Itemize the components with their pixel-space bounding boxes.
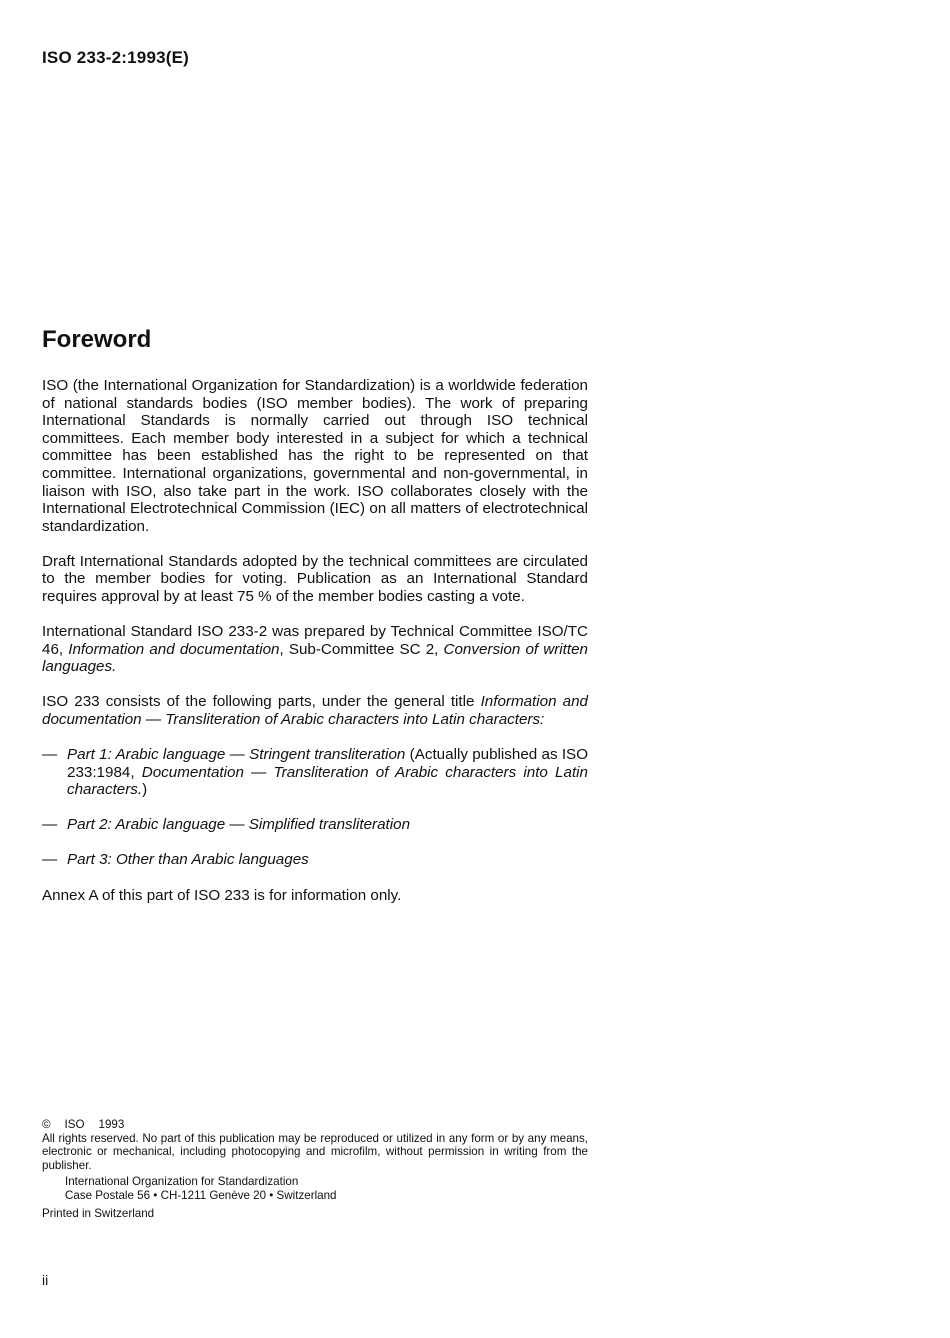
copyright-year: 1993 <box>98 1118 125 1131</box>
part-1-published-title: Documentation — Transliteration of Arabic characters into Latin characters. <box>67 763 588 799</box>
general-title: Information and documentation — Transliteration of Arabic characters into Latin characters: <box>42 693 588 728</box>
printed-in: Printed in Switzerland <box>42 1206 155 1220</box>
page-number: ii <box>42 1272 49 1288</box>
part-list-item <box>42 816 588 834</box>
copyright-holder: ISO <box>64 1118 85 1131</box>
foreword-title: Foreword <box>42 326 152 353</box>
part-2-title: Part 2: Arabic language — Simplified transliteration <box>67 816 411 834</box>
paragraph-prepared-by <box>42 623 588 676</box>
publisher-address-line: Case Postale 56 • CH-1211 Genève 20 • Switzerland <box>65 1188 337 1202</box>
part-list-item <box>42 746 588 799</box>
document-id-header: ISO 233-2:1993(E) <box>42 48 190 67</box>
committee-title: Information and documentation <box>68 640 280 658</box>
foreword-body <box>42 377 588 904</box>
parts-intro-text: ISO 233 consists of the following parts, under the general title <box>42 693 481 711</box>
publisher-name: International Organization for Standardization <box>65 1175 299 1189</box>
dash-bullet: — <box>42 746 58 764</box>
copyright-line <box>42 1118 588 1132</box>
part-1-text <box>67 746 588 799</box>
paragraph-parts-intro <box>42 693 588 728</box>
dash-bullet: — <box>42 816 58 834</box>
subcommittee-title: Conversion of written languages. <box>42 640 588 676</box>
prepared-by-text: International Standard ISO 233-2 was prepared by Technical Committee ISO/TC 46, <box>42 623 588 658</box>
part-2-text <box>67 816 588 834</box>
copyright-icon: © <box>42 1118 51 1131</box>
rights-statement: All rights reserved. No part of this publication may be reproduced or utilized in any form or by any means, electronic or mechanical, including photocopying and microfilm, without permission in writing from the publisher. <box>42 1131 588 1172</box>
part-1-note-close: ) <box>142 781 148 799</box>
paragraph-annex-note: Annex A of this part of ISO 233 is for information only. <box>42 886 402 904</box>
subcommittee-text: , Sub-Committee SC 2, <box>279 640 444 658</box>
part-list-item <box>42 851 588 869</box>
publisher-address <box>42 1175 588 1202</box>
paragraph-iso-intro: ISO (the International Organization for Standardization) is a worldwide federation of national standards bodies (ISO member bodies). The work of preparing International Standards is normally carried out through ISO technical committees. Each member body interested in a subject for which a technical committee has been established has the right to be represented on that committee. International organizations, governmental and non-governmental, in liaison with ISO, also take part in the work. ISO collaborates closely with the International Electrotechnical Commission (IEC) on all matters of electrotechnical standardization. <box>42 377 588 535</box>
part-3-text <box>67 851 588 869</box>
part-3-title: Part 3: Other than Arabic languages <box>67 851 309 869</box>
part-1-note: (Actually published as ISO 233:1984, <box>67 746 589 781</box>
copyright-footer <box>42 1118 588 1220</box>
paragraph-draft-standards: Draft International Standards adopted by the technical committees are circulated to the member bodies for voting. Publication as an International Standard requires approval by at least 75 % of the member bodies casting a vote. <box>42 552 588 606</box>
dash-bullet: — <box>42 851 58 869</box>
part-1-title: Part 1: Arabic language — Stringent transliteration <box>67 746 406 764</box>
